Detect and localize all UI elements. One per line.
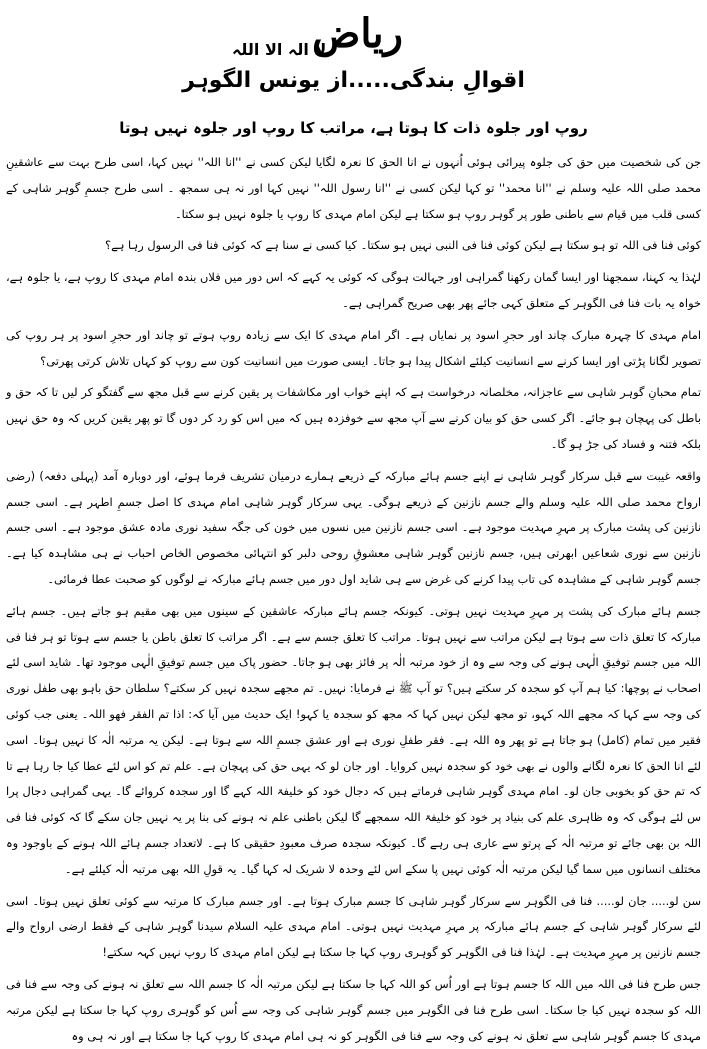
paragraph: لہٰذا یہ کہنا، سمجھنا اور ایسا گمان رکھنا گمراہی اور جہالت ہوگی کہ کوئی یہ کہے کہ اس دور میں فلاں بندہ امام مہدی کا روپ ہے، یا جلوہ ہے، خواہ یہ بات فنا فی الگوہر کے متعلق کہی جائے پھر بھی صریح گمراہی ہے۔ [6,270,701,310]
masthead [0,6,707,68]
article-heading: روپ اور جلوہ ذات کا ہوتا ہے، مراتب کا روپ اور جلوہ نہیں ہوتا [119,119,588,137]
riaz-logo: ریاض [312,10,403,57]
paragraph: تمام محبانِ گوہر شاہی سے عاجزانہ، مخلصانہ درخواست ہے کہ اپنے خواب اور مکاشفات پر یقین کرنے سے قبل مجھ سے گفتگو کر لیں تا کہ حق و باطل کی پہچان ہو جائے۔ اگر کسی حق کو بیان کرنے سے آپ مجھ سے خوفزدہ ہیں کہ میں اس کو رد کر دوں گا تو پھر یقین کریں کہ وہ حق نہیں بلکہ فتنہ و فساد کی جڑ ہو گا۔ [6,385,701,451]
article-body [6,150,701,1043]
paragraph: واقعہ غیبت سے قبل سرکار گوہر شاہی نے اپنے جسم ہائے مبارکہ کے ذریعے ہمارے درمیان تشریف فرما ہوئے، اور دوبارہ آمد (پہلی دفعہ) (رضی ارواح محمد صلی اللہ علیہ وسلم والے جسم نازنین کے ذریعے ہوگی۔ یہی سرکار گوہر شاہی امام مہدی کا اصل جسمِ اطہر ہے۔ اسی جسم نازنین کی پشت مبارک پر مہرِ مہدیت موجود ہے۔ اسی جسم نازنین میں نسوں میں خون کی جگہ سفید نوری مادہ عشق موجود ہے۔ اسی جسم نازنین سے نوری شعاعیں ابھرتی ہیں، جسم نازنین گوہر شاہی معشوقِ روحی دلبر کو انتہائی مخصوص الخاص احباب نے ہی مشاہدہ کیا ہے۔ جسم گوہر شاہی کے مشاہدہ کی تاب پیدا کرنے کی غرض سے ہی شاید اول دور میں جسم ہائے مبارکہ نے لوگوں کو صحبت عطا فرمائی۔ [6,468,701,586]
paragraph: جسم ہائے مبارک کی پشت پر مہرِ مہدیت نہیں ہوتی۔ کیونکہ جسم ہائے مبارکہ عاشقین کے سینوں میں بھی مقیم ہو جاتے ہیں۔ جسم ہائے مبارکہ کا تعلق ذات سے ہوتا ہے لیکن مراتب سے نہیں ہوتا۔ مراتب کا تعلق جسم سے ہے۔ اگر مراتب کا تعلق باطن یا جسم سے ہوتا تو ہر فنا فی اللہ میں جسم توفیقِ الٰہی ہونے کی وجہ سے وہ از خود مرتبہ الٰہ پر فائز بھی ہو جاتا۔ حضور پاک میں جسم توفیقِ الٰہی موجود تھا۔ شاید اسی لئے اصحاب نے پوچھا: کیا ہم آپ کو سجدہ کر سکتے ہیں؟ تو آپ ﷺ نے فرمایا: نہیں۔ تم مجھے سجدہ نہیں کر سکتے؟ سلطان حق باہو بھی طفل نوری کی وجہ سے کہا کہ مجھے اللہ کہو، تو مجھ لیکن نہیں کہا کہ مجھ کو سجدہ یا کہو! ایک حدیث میں آیا کہ: اذا تم الفقر فھو اللہ۔ یعنی جب کوئی فقیر میں تمام (کامل) ہو جاتا ہے تو پھر وہ اللہ ہے۔ فقر طفلِ نوری ہے اور عشق جسمِ اللہ سے ہوتا ہے۔ لیکن یہ مرتبہ الٰہ کا نہیں ہوتا۔ اسی لئے انا الحق کا نعرہ لگانے والوں نے بھی خود کو سجدہ نہیں کروایا۔ اور جان لو کہ یہی حق کی پہچان ہے۔ علم تم کو اس لئے عطا کیا جا رہا ہے تا کہ تم حق کو بخوبی جان لو۔ امام مہدی گوہر شاہی فرماتے ہیں کہ دجال خود کو خلیفۃ اللہ کہے گا اور سجدہ کروائے گا۔ یہی گمراہی دجال پرا س لئے ہوگی کہ وہ ظاہری علم کی بنیاد پر خود کو خلیفۃ اللہ سمجھے گا لیکن باطنی علم نہ ہونے کی بنا پر یہ نہیں جان سکے گا کہ کوئی فنا فی اللہ بن بھی جائے تو مرتبہ الٰہ کے پرتو سے عاری ہی رہے گا۔ کیونکہ سجدہ صرف معبودِ حقیقی کا ہے۔ لاتعداد جسم ہائے اللہ ہونے کے باوجود وہ مختلف انسانوں میں سما گیا لیکن مرتبہ الٰہ کوئی نہیں پا سکے اس لئے وحدہ لا شریک لہ کہا گیا۔ یہ قولِ اللہ بھی مرتبہ الٰہ کیلئے ہے۔ [6,603,701,876]
article-subtitle: اقوالِ بندگی.....از یونس الگوہر [182,68,525,93]
paragraph: امام مہدی کا چہرہ مبارک چاند اور حجرِ اسود پر نمایاں ہے۔ اگر امام مہدی کا ایک سے زیادہ روپ ہوتے تو چاند اور حجرِ اسود پر ہر روپ کی تصویر لگانا پڑتی اور ایسا کرنے سے انسانیت کیلئے اشکال پیدا ہو جاتا۔ ایسی صورت میں انسانیت کون سے روپ کو کہاں تلاش کرتی پھرتی؟ [6,327,701,368]
paragraph: سن لو..... جان لو..... فنا فی الگوہر سے سرکار گوہر شاہی کا جسم مبارک ہوتا ہے۔ اور جسم مبارک کا مرتبہ سے کوئی تعلق نہیں ہوتا۔ اسی لئے سرکار گوہر شاہی کے جسم ہائے مبارکہ پر مہرِ مہدیت نہیں ہوتی۔ امام مہدی علیہ السلام سیدنا گوہر شاہی کے فقط ارضی ارواح والے جسم نازنین پر مہرِ مہدیت ہے۔ لہٰذا فنا فی الگوہر کو گوہری روپ کہا جا سکتا ہے لیکن امام مہدی کا روپ نہیں کہہ سکتے! [6,893,701,960]
kalima-text: لا الہ الا اللہ [232,40,327,59]
paragraph: جس طرح فنا فی اللہ میں اللہ کا جسم ہوتا ہے اور اُس کو اللہ کہا جا سکتا ہے لیکن مرتبہ الٰہ کا جسم اللہ سے تعلق نہ ہونے کی وجہ سے فنا فی اللہ کو سجدہ نہیں کیا جا سکتا۔ اسی طرح فنا فی الگوہر میں جسم گوہر شاہی کی وجہ سے اُس کو گوہری روپ کہا جا سکتا ہے لیکن مرتبہ مہدی کا جسم گوہر شاہی سے تعلق نہ ہونے کی وجہ سے فنا فی الگوہر کو نہ ہی امام مہدی کا روپ کہا جا سکتا ہے اور نہ ہی وہ [6,976,701,1043]
paragraph: جن کی شخصیت میں حق کی جلوہ پیرائی ہوئی اُنہوں نے انا الحق کا نعرہ لگایا لیکن کسی نے ''انا اللہ'' نہیں کہا، اسی طرح بہت سے عاشقینِ محمد صلی اللہ علیہ وسلم نے ''انا محمد'' تو کہا لیکن کسی نے ''انا رسول اللہ'' نہیں کہا اور نہ ہی سمجھ ۔ اسی طرح جسمِ گوہر شاہی کے کسی قلب میں قیام سے باطنی طور پر گوہر روپ ہو سکتا ہے لیکن امام مہدی کا روپ یا جلوہ نہیں ہو سکتا۔ [6,155,701,221]
paragraph: کوئی فنا فی اللہ تو ہو سکتا ہے لیکن کوئی فنا فی النبی نہیں ہو سکتا۔ کیا کسی نے سنا ہے کہ کوئی فنا فی الرسول رہا ہے؟ [105,238,701,253]
